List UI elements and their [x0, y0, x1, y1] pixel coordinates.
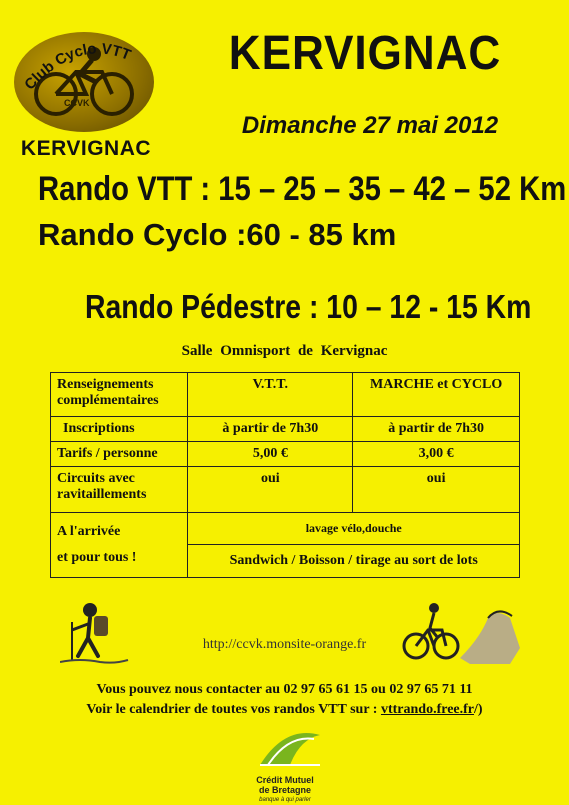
- table-cell: 3,00 €: [353, 442, 520, 467]
- table-cell: à partir de 7h30: [188, 417, 353, 442]
- credit-mutuel-logo-icon: [230, 725, 340, 770]
- table-row: [51, 442, 520, 467]
- table-row: [51, 467, 520, 513]
- venue: Salle Omnisport de Kervignac: [181, 343, 388, 359]
- info-table: [50, 372, 520, 578]
- calendar-prefix: Voir le calendrier de toutes vos randos VTT sur :: [86, 702, 381, 717]
- table-header-cell: V.T.T.: [188, 373, 353, 417]
- logo-town: KERVIGNAC: [20, 137, 152, 160]
- arrival-line-2: Sandwich / Boisson / tirage au sort de lots: [188, 545, 520, 578]
- calendar-suffix: /): [474, 702, 483, 717]
- sponsor-name-line1: Crédit Mutuel: [256, 775, 314, 785]
- table-cell: à partir de 7h30: [353, 417, 520, 442]
- table-header-cell: Renseignements complémentaires: [51, 373, 188, 417]
- mountain-biker-icon: [400, 598, 525, 668]
- sponsor-logo: [230, 725, 340, 803]
- logo-inner-text: CCVK: [64, 98, 90, 108]
- table-row: [51, 513, 520, 545]
- table-row: [51, 417, 520, 442]
- event-date: Dimanche 27 mai 2012: [241, 112, 499, 139]
- rando-cyclo: Rando Cyclo :60 - 85 km: [38, 217, 397, 252]
- arrival-label-2: et pour tous !: [57, 550, 137, 565]
- contact-block: [0, 680, 569, 720]
- sponsor-name-line2: de Bretagne: [258, 785, 311, 795]
- logo-arc-text: Club Cyclo VTT: [21, 40, 134, 94]
- table-cell: oui: [353, 467, 520, 513]
- table-header-cell: MARCHE et CYCLO: [353, 373, 520, 417]
- hiker-icon: [60, 598, 130, 668]
- table-cell: Inscriptions: [51, 417, 188, 442]
- rando-vtt: Rando VTT : 15 – 25 – 35 – 42 – 52 Km: [38, 170, 567, 208]
- logo-arc-title: [10, 32, 160, 102]
- page-title: KERVIGNAC: [228, 27, 502, 80]
- arrival-line-1: lavage vélo,douche: [188, 513, 520, 545]
- rando-pedestre: Rando Pédestre : 10 – 12 - 15 Km: [85, 288, 532, 325]
- arrival-label-cell: [51, 513, 188, 578]
- table-cell: 5,00 €: [188, 442, 353, 467]
- website-url: http://ccvk.monsite-orange.fr: [202, 637, 367, 652]
- table-cell: Tarifs / personne: [51, 442, 188, 467]
- table-cell: Circuits avec ravitaillements: [51, 467, 188, 513]
- table-header-row: [51, 373, 520, 417]
- sponsor-tagline: banque à qui parler: [259, 797, 311, 803]
- arrival-label-1: A l'arrivée: [57, 524, 121, 539]
- svg-text:Club Cyclo VTT: [21, 40, 133, 93]
- table-cell: oui: [188, 467, 353, 513]
- contact-calendar-line: [0, 700, 569, 720]
- contact-phone-line: Vous pouvez nous contacter au 02 97 65 61 15 ou 02 97 65 71 11: [96, 682, 473, 697]
- vttrando-link: vttrando.free.fr: [380, 702, 475, 717]
